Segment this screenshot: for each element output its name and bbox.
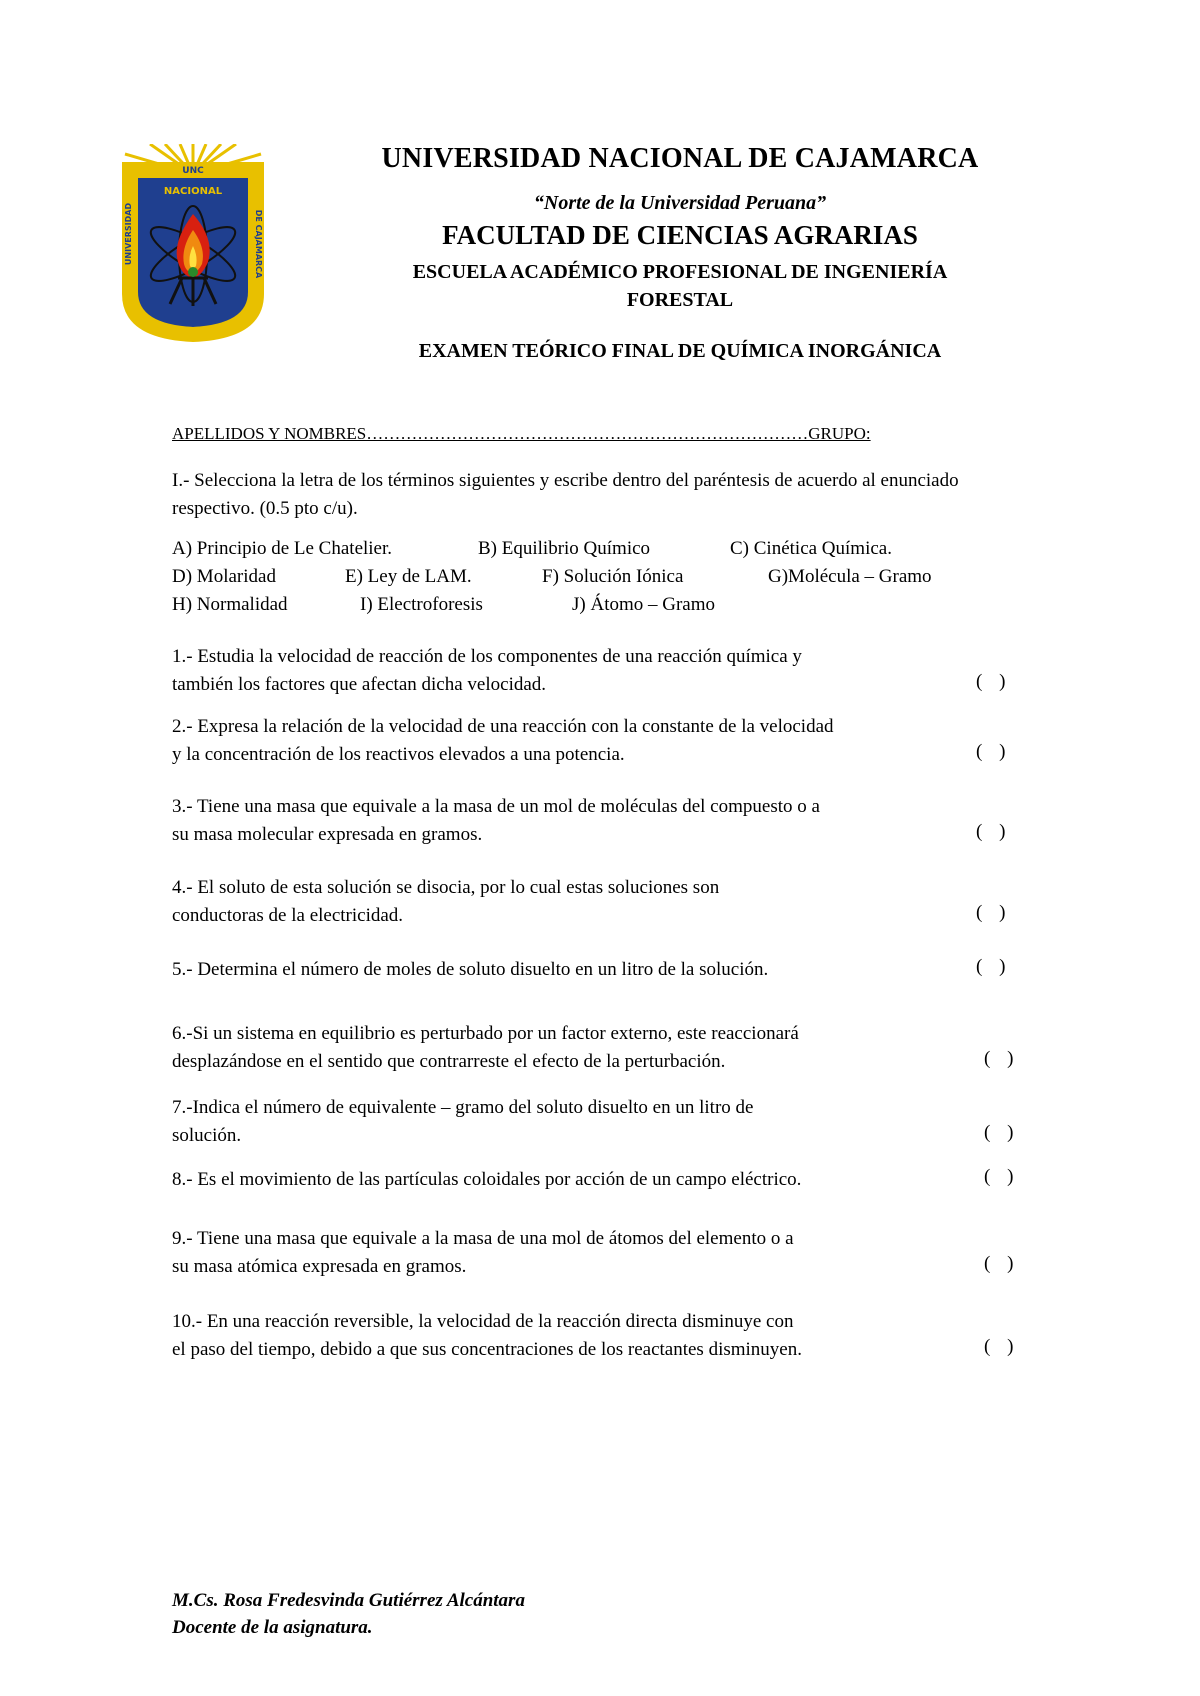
question-line: 10.- En una reacción reversible, la velocidad de la reacción directa disminuye con <box>172 1311 794 1332</box>
question-line: 5.- Determina el número de moles de soluto disuelto en un litro de la solución. <box>172 959 769 980</box>
question-line: su masa atómica expresada en gramos. <box>172 1256 467 1277</box>
faculty-name: FACULTAD DE CIENCIAS AGRARIAS <box>442 220 918 250</box>
question-line: 6.-Si un sistema en equilibrio es perturbado por un factor externo, este reaccionará <box>172 1023 799 1044</box>
option-c: C) Cinética Química. <box>730 538 892 559</box>
answer-blank-4[interactable]: ( ) <box>976 902 1012 923</box>
question-5 <box>172 956 992 984</box>
instruction <box>172 467 1102 523</box>
university-logo <box>120 144 266 344</box>
question-2 <box>172 713 992 769</box>
question-line: solución. <box>172 1125 242 1146</box>
question-9 <box>172 1225 992 1281</box>
question-6 <box>172 1020 992 1076</box>
question-8 <box>172 1166 992 1194</box>
question-line: 2.- Expresa la relación de la velocidad de una reacción con la constante de la velocidad <box>172 716 834 737</box>
teacher-signature <box>172 1587 525 1641</box>
instruction-line1: I.- Selecciona la letra de los términos siguientes y escribe dentro del paréntesis de acuerdo al enunciado <box>172 470 959 491</box>
answer-blank-6[interactable]: ( ) <box>984 1048 1020 1069</box>
question-line: conductoras de la electricidad. <box>172 905 404 926</box>
school-name-line1: ESCUELA ACADÉMICO PROFESIONAL DE INGENIERÍA <box>412 261 948 283</box>
option-j: J) Átomo – Gramo <box>572 594 716 615</box>
school-name-line2: FORESTAL <box>626 289 734 311</box>
option-i: I) Electroforesis <box>360 594 483 615</box>
question-4 <box>172 874 992 930</box>
answer-blank-2[interactable]: ( ) <box>976 741 1012 762</box>
answer-blank-8[interactable]: ( ) <box>984 1166 1020 1187</box>
student-name-line: APELLIDOS Y NOMBRES……………………………………………………………………GRUPO: <box>172 424 871 443</box>
question-line: 9.- Tiene una masa que equivale a la masa de una mol de átomos del elemento o a <box>172 1228 794 1249</box>
question-line: el paso del tiempo, debido a que sus concentraciones de los reactantes disminuyen. <box>172 1339 802 1360</box>
question-line: 7.-Indica el número de equivalente – gramo del soluto disuelto en un litro de <box>172 1097 754 1118</box>
option-d: D) Molaridad <box>172 566 276 587</box>
logo-text-right: DE CAJAMARCA <box>254 209 263 279</box>
university-motto: “Norte de la Universidad Peruana” <box>533 192 827 214</box>
university-seal-icon <box>120 144 266 344</box>
university-name: UNIVERSIDAD NACIONAL DE CAJAMARCA <box>381 143 979 174</box>
option-g: G)Molécula – Gramo <box>768 566 932 587</box>
question-7 <box>172 1094 992 1150</box>
question-10 <box>172 1308 992 1364</box>
question-line: 8.- Es el movimiento de las partículas coloidales por acción de un campo eléctrico. <box>172 1169 802 1190</box>
answer-blank-10[interactable]: ( ) <box>984 1336 1020 1357</box>
logo-text-top: UNC <box>182 166 204 176</box>
option-b: B) Equilibrio Químico <box>478 538 651 559</box>
question-line: su masa molecular expresada en gramos. <box>172 824 483 845</box>
option-e: E) Ley de LAM. <box>345 566 472 587</box>
option-a: A) Principio de Le Chatelier. <box>172 538 393 559</box>
question-line: 3.- Tiene una masa que equivale a la masa de un mol de moléculas del compuesto o a <box>172 796 820 817</box>
answer-blank-3[interactable]: ( ) <box>976 821 1012 842</box>
option-f: F) Solución Iónica <box>542 566 684 587</box>
question-3 <box>172 793 992 849</box>
logo-text-arc: NACIONAL <box>163 186 223 197</box>
question-1 <box>172 643 992 699</box>
school-name <box>300 258 1060 314</box>
answer-blank-9[interactable]: ( ) <box>984 1253 1020 1274</box>
teacher-name: M.Cs. Rosa Fredesvinda Gutiérrez Alcántara <box>172 1590 525 1611</box>
question-line: 1.- Estudia la velocidad de reacción de los componentes de una reacción química y <box>172 646 802 667</box>
answer-blank-1[interactable]: ( ) <box>976 671 1012 692</box>
teacher-role: Docente de la asignatura. <box>172 1617 373 1638</box>
question-line: también los factores que afectan dicha velocidad. <box>172 674 547 695</box>
instruction-line2: respectivo. (0.5 pto c/u). <box>172 498 358 519</box>
logo-text-left: UNIVERSIDAD <box>124 202 133 266</box>
question-line: 4.- El soluto de esta solución se disocia, por lo cual estas soluciones son <box>172 877 720 898</box>
question-line: desplazándose en el sentido que contrarreste el efecto de la perturbación. <box>172 1051 726 1072</box>
option-h: H) Normalidad <box>172 594 288 615</box>
question-line: y la concentración de los reactivos elevados a una potencia. <box>172 744 625 765</box>
answer-blank-7[interactable]: ( ) <box>984 1122 1020 1143</box>
exam-title: EXAMEN TEÓRICO FINAL DE QUÍMICA INORGÁNICA <box>418 340 942 362</box>
answer-blank-5[interactable]: ( ) <box>976 956 1012 977</box>
